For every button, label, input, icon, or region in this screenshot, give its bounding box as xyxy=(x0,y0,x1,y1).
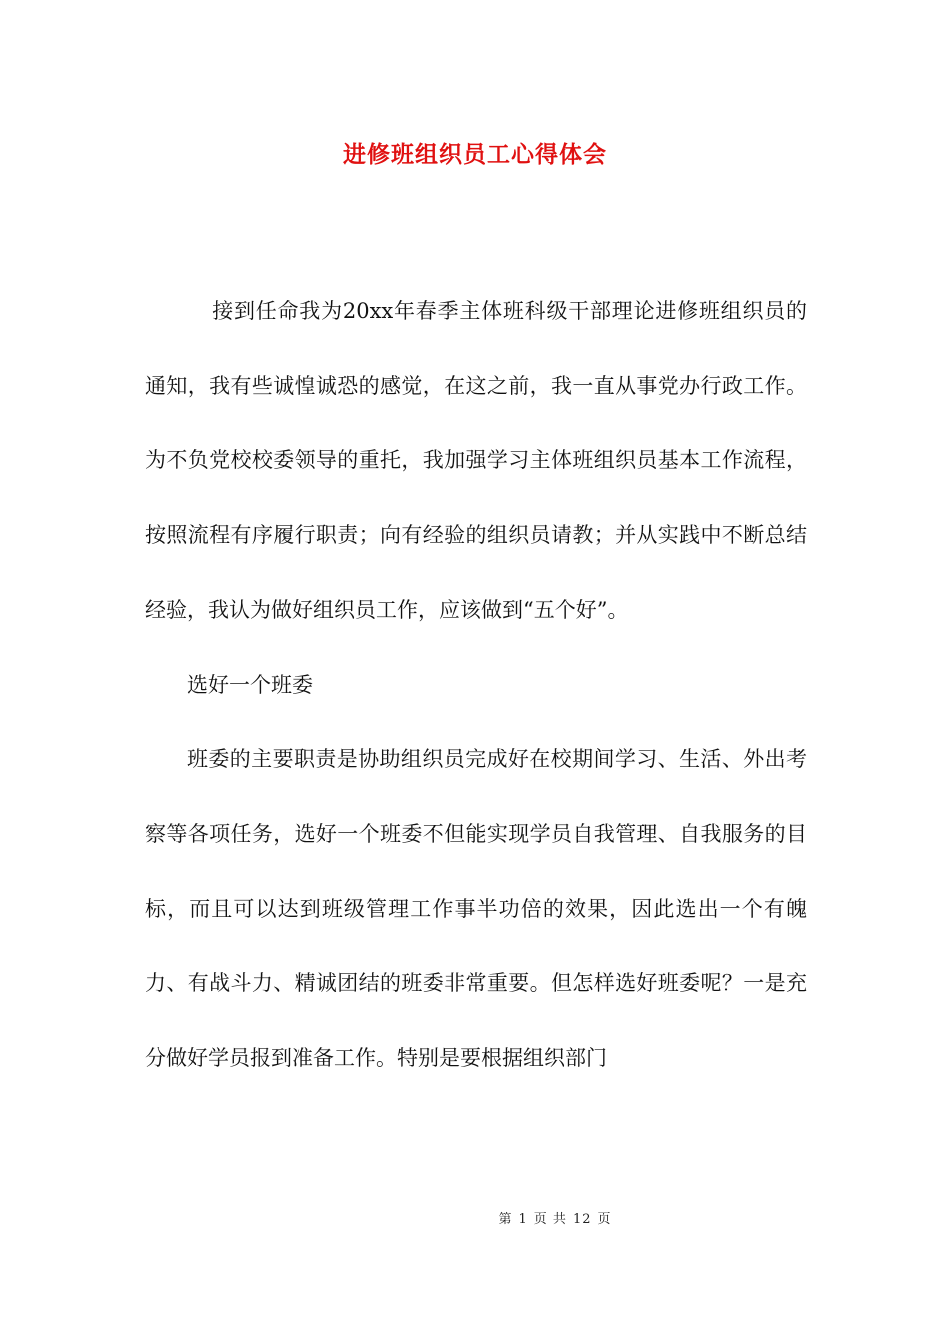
paragraph-heading: 选好一个班委 xyxy=(187,672,313,697)
footer-suffix: 页 xyxy=(597,1212,612,1227)
page-footer xyxy=(0,1208,950,1227)
footer-middle: 页 共 xyxy=(533,1212,567,1227)
paragraph-body: 班委的主要职责是协助组织员完成好在校期间学习、生活、外出考察等各项任务，选好一个班委不但能实现学员自我管理、自我服务的目标，而且可以达到班级管理工作事半功倍的效果，因此选出一个有魄力、有战斗力、精诚团结的班委非常重要。但怎样选好班委呢？一是充分做好学员报到准备工作。特别是要根据组织部门 xyxy=(145,747,807,1071)
footer-prefix: 第 xyxy=(498,1212,513,1227)
footer-total-pages: 12 xyxy=(572,1212,592,1227)
document-body xyxy=(145,274,807,1096)
footer-current-page: 1 xyxy=(518,1212,528,1227)
document-title: 进修班组织员工心得体会 xyxy=(343,141,607,168)
paragraph-intro: 接到任命我为20xx年春季主体班科级干部理论进修班组织员的通知，我有些诚惶诚恐的感觉，在这之前，我一直从事党办行政工作。为不负党校校委领导的重托，我加强学习主体班组织员基本工作流程，按照流程有序履行职责；向有经验的组织员请教；并从实践中不断总结经验，我认为做好组织员工作，应该做到“五个好”。 xyxy=(145,299,807,622)
